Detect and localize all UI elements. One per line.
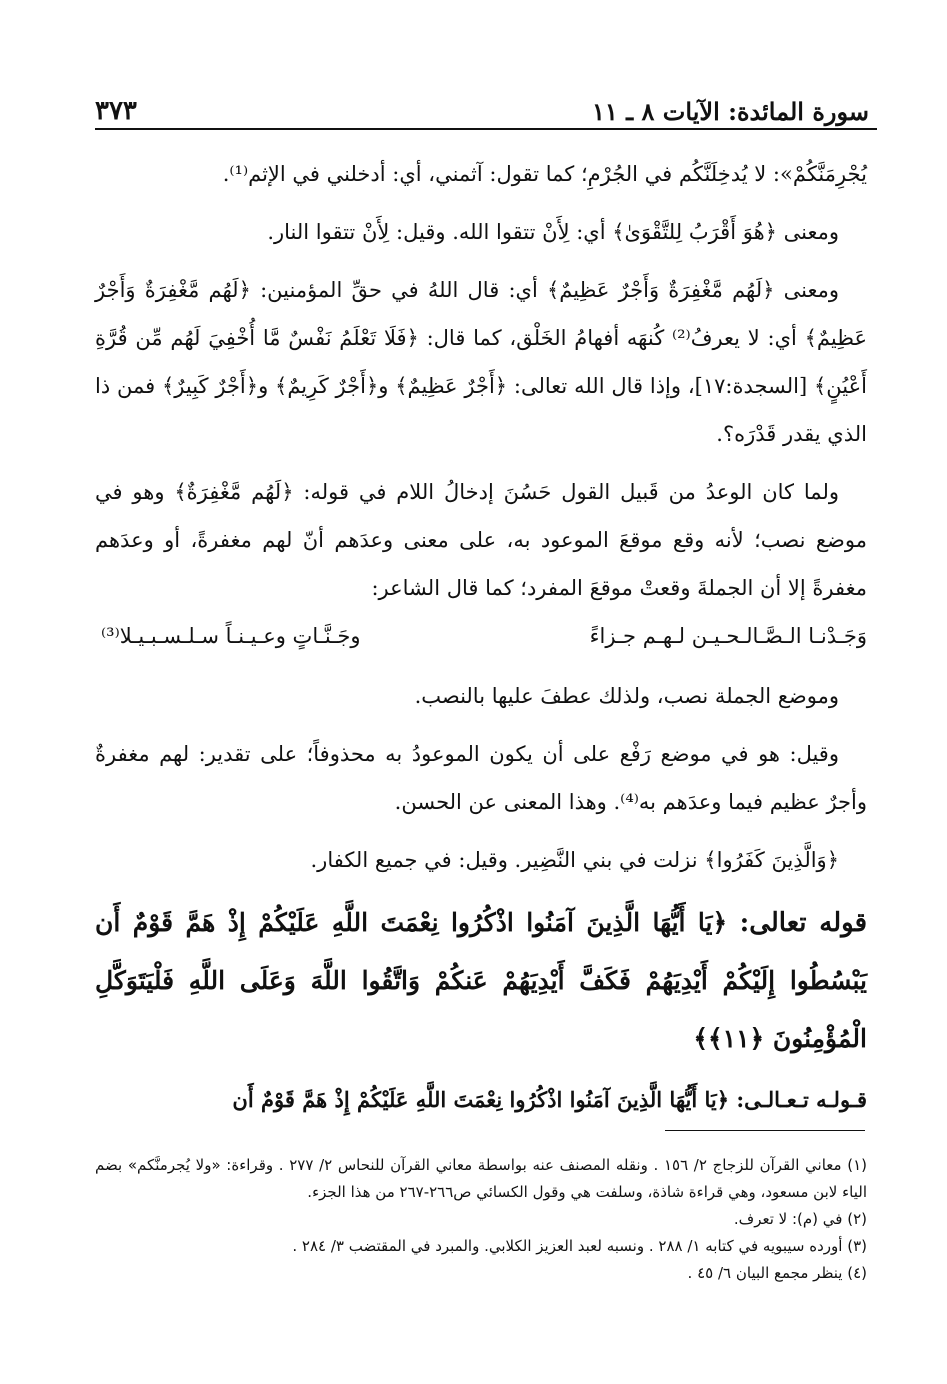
footnotes <box>95 1152 867 1287</box>
header-rule <box>95 128 877 130</box>
paragraph-1: يُجْرِمَنَّكُمْ»: لا يُدخِلَنَّكُم في الجُرْمِ؛ كما تقول: آثمني، أي: أدخلني في الإثم⁽¹⁾. <box>222 162 867 186</box>
footnote-4: (٤) ينظر مجمع البيان ٦/ ٤٥ . <box>687 1264 867 1282</box>
main-text <box>95 150 867 1134</box>
paragraph-8: قـولـه تـعـالـى: ﴿يَا أَيُّهَا الَّذِينَ آمَنُوا اذْكُرُوا نِعْمَتَ اللَّهِ عَلَيْكُمْ إِذْ هَمَّ قَوْمٌ أَن <box>232 1087 867 1112</box>
paragraph-3: ومعنى ﴿لَهُم مَّغْفِرَةٌ وَأَجْرٌ عَظِيمٌ﴾ أي: قال اللهُ في حقِّ المؤمنين: ﴿لَهُم مَّغْفِرَةٌ وَأَجْرٌ عَظِيمٌ﴾ أي: لا يعرفُ⁽²⁾ كُنهَه أفهامُ الخَلْق، كما قال: ﴿فَلَا تَعْلَمُ نَفْسٌ مَّا أُخْفِيَ لَهُم مِّن قُرَّةِ أَعْيُنٍ﴾ [السجدة:١٧]، وإذا قال الله تعالى: ﴿أَجْرٌ عَظِيمٌ﴾ و﴿أَجْرٌ كَرِيمٌ﴾ و﴿أَجْرٌ كَبِيرٌ﴾ فمن ذا الذي يقدر قَدْرَه؟. <box>95 278 867 446</box>
paragraph-5: وموضع الجملة نصب، ولذلك عطفَ عليها بالنصب. <box>414 684 839 708</box>
running-header <box>95 86 869 126</box>
paragraph-7: ﴿وَالَّذِينَ كَفَرُوا﴾ نزلت في بني النَّضِير. وقيل: في جميع الكفار. <box>310 848 839 872</box>
footnote-1: (١) معاني القرآن للزجاج ٢/ ١٥٦ . ونقله المصنف عنه بواسطة معاني القرآن للنحاس ٢/ ٢٧٧ . وقراءة: «ولا يُجرمنَّكم» بضم الياء لابن مسعود، وهي قراءة شاذة، وسلفت هي وقول الكسائي ص٢٦٦-٢٦٧ من هذا الجزء. <box>95 1156 868 1201</box>
footnote-3: (٣) أورده سيبويه في كتابه ١/ ٢٨٨ . ونسبه لعبد العزيز الكلابي. والمبرد في المقتضب ٣/ ٢٨٤ . <box>292 1237 867 1255</box>
paragraph-2: ومعنى ﴿هُوَ أَقْرَبُ لِلتَّقْوَىٰ﴾ أي: لِأَنْ تتقوا الله. وقيل: لِأَنْ تتقوا النار. <box>267 220 839 244</box>
paragraph-6: وقيل: هو في موضع رَفْع على أن يكون الموعودُ به محذوفاً؛ على تقدير: لهم مغفرةٌ وأجرٌ عظيم فيما وعدَهم به⁽⁴⁾. وهذا المعنى عن الحسن. <box>95 742 867 814</box>
surah-title: سورة المائدة: الآيات ٨ ـ ١١ <box>592 97 869 126</box>
verse-hemistich-second: وجَـنَّـاتٍ وعـيـنـاً سـلـسـبـيـلا⁽³⁾ <box>101 624 361 648</box>
verse-hemistich-first: وَجَـدْنـا الـصَّـالـحـيـن لـهـم جـزاءً <box>589 624 867 648</box>
verse-text: ﴿يَا أَيُّهَا الَّذِينَ آمَنُوا اذْكُرُوا نِعْمَتَ اللَّهِ عَلَيْكُمْ إِذْ هَمَّ قَوْمٌ أَن يَبْسُطُوا إِلَيْكُمْ أَيْدِيَهُمْ فَكَفَّ أَيْدِيَهُمْ عَنكُمْ وَاتَّقُوا اللَّهَ وَعَلَى اللَّهِ فَلْيَتَوَكَّلِ الْمُؤْمِنُونَ ﴿١١﴾﴾ <box>95 908 867 1053</box>
poetry-verse <box>95 612 867 660</box>
quran-verse-block <box>95 894 867 1068</box>
footnote-2: (٢) في (م): لا تعرف. <box>733 1210 867 1228</box>
paragraph-4: ولما كان الوعدُ من قَبيل القول حَسُنَ إدخالُ اللام في قوله: ﴿لَهُم مَّغْفِرَةٌ﴾ وهو في موضع نصب؛ لأنه وقع موقعَ الموعود به، على معنى وعدَهم أنّ لهم مغفرةً، أو وعدَهم مغفرةً إلا أن الجملةَ وقعتْ موقعَ المفرد؛ كما قال الشاعر: <box>95 480 867 600</box>
page-number: ٣٧٣ <box>95 96 137 126</box>
verse-lead: قوله تعالى: <box>739 908 867 938</box>
footnote-rule <box>665 1130 865 1131</box>
